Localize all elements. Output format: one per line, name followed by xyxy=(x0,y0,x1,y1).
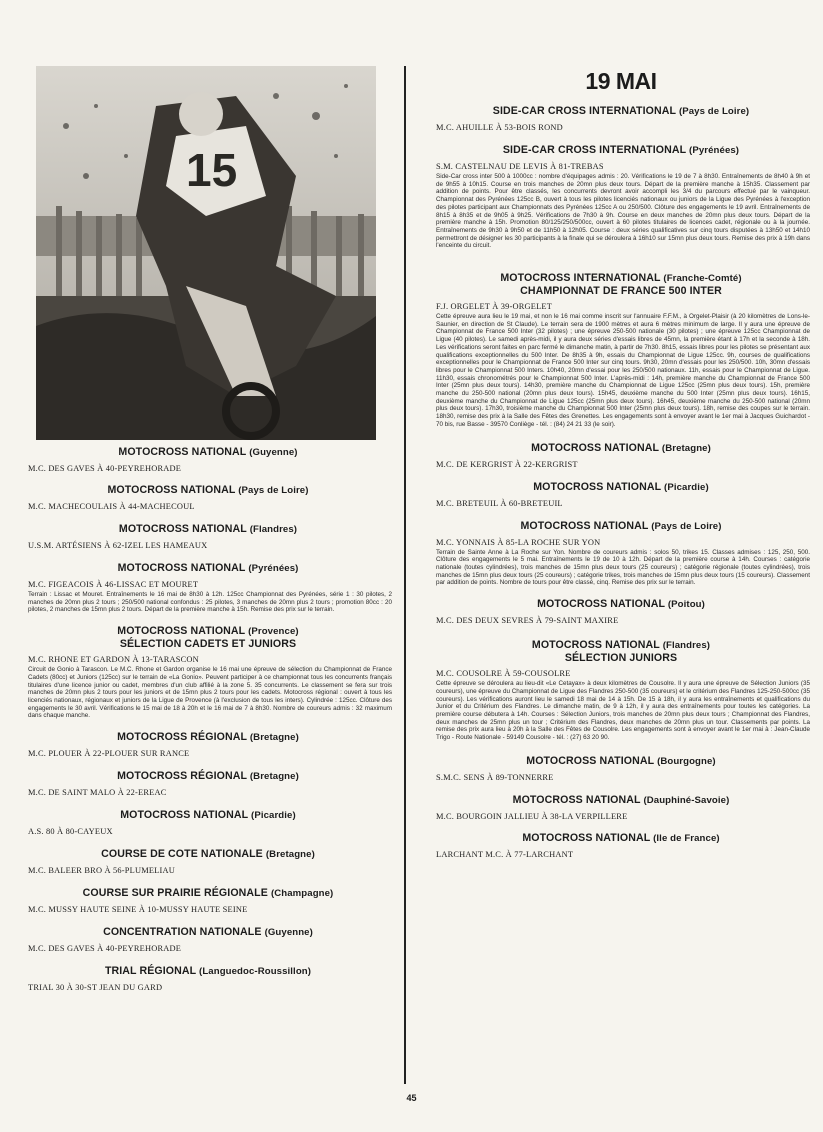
event-region: (Ile de France) xyxy=(653,832,720,844)
event-club: M.C. PLOUER À 22-PLOUER SUR RANCE xyxy=(28,749,190,759)
event-region: (Pays de Loire) xyxy=(651,520,722,532)
event-club: M.C. RHONE ET GARDON À 13-TARASCON xyxy=(28,655,199,665)
left-column xyxy=(24,66,392,993)
event-entry xyxy=(24,446,392,474)
event-title: MOTOCROSS NATIONAL xyxy=(537,598,665,611)
event-region: (Provence) xyxy=(248,626,299,638)
event-entry xyxy=(432,755,810,783)
event-title: TRIAL RÉGIONAL xyxy=(104,965,196,978)
event-region: (Pays de Loire) xyxy=(238,485,309,496)
event-club: M.C. BRETEUIL À 60-BRETEUIL xyxy=(436,498,563,508)
event-title: MOTOCROSS NATIONAL xyxy=(526,754,655,767)
event-title: MOTOCROSS NATIONAL xyxy=(117,562,246,574)
event-club: LARCHANT M.C. À 77-LARCHANT xyxy=(436,849,574,859)
event-region: (Dauphiné-Savoie) xyxy=(643,794,730,806)
event-club: M.C. COUSOLRE À 59-COUSOLRE xyxy=(436,669,571,679)
event-title: MOTOCROSS NATIONAL xyxy=(512,793,641,806)
event-region: (Bourgogne) xyxy=(657,755,716,767)
event-details: Cette épreuve aura lieu le 19 mai, et non le 16 mai comme inscrit sur l'annuaire F.F.M., à Orgelet-Plaisir (à 20 kilomètres de Lons-le-Saunier, en direction de St Claude). Le terrain sera de 1900 mètres et aura 6 mètres minimum de large. Il y aura une épreuve de Championnat de France 500 Inter (32 pilotes) ; une épreuve 250-500 nationale (30 pilotes) ; une épreuve 125cc Championnat de Ligue (40 pilotes). Le samedi après-midi, il y aura deux séries d'essais libres de 45mn, la première étant à 17h et la seconde à 18h. Les vérifications seront faites en parc fermé le dimanche matin, à partir de 7h30. 8h15, essais libres pour les pilotes se présentant aux qualifications exceptionnelles du 500 Inter. De 8h35 à 9h, essais du Championnat de Ligue 125cc. 9h, courses de qualifications exceptionnelles pour le Championnat de France 500 Inter sur cinq tours. 9h30, 20mn d'essais pour les 250/500. 10h, 30mn d'essais libres pour le Championnat 500 Inters. 10h40, 20mn d'essai pour les 250/500 nationaux. 11h, essais pour le Championnat de Ligue. 11h30, essais chronométrés pour le Championnat 500 Inter. L'après-midi : 14h, première manche du Championnat de France 500 Inter (25mn plus deux tours). 14h30, première manche du Championnat de Ligue 125cc (25mn plus deux tours). 15h, première manche du 250-500 national (20mn plus deux tours). 15h45, deuxième manche du 500 Inter (25mn plus deux tours). 16h15, deuxième manche du Championnat de Ligue 125cc (25mn plus deux tours). 16h45, deuxième manche du 250-500 national (20mn plus deux tours). 17h30, troisième manche du Championnat 500 Inter (25mn plus deux tours). 18h, remise des coupes sur le terrain. 18h30, remise des prix à la Salle des Fêtes des Grenettes. Les engagements sont à envoyer avant le 1er mai à Jacques Guichardot - 70 bis, rue Basse - 39570 Conliège - tél. : (84) 24 21 33 (le soir). xyxy=(436,313,810,428)
event-title: MOTOCROSS NATIONAL xyxy=(520,519,649,532)
event-heading xyxy=(432,272,810,285)
event-title: MOTOCROSS RÉGIONAL xyxy=(117,770,247,783)
event-club: M.C. BOURGOIN JALLIEU À 38-LA VERPILLERE xyxy=(436,811,628,821)
event-heading xyxy=(24,887,392,900)
event-subtitle: CHAMPIONNAT DE FRANCE 500 INTER xyxy=(520,285,722,298)
event-club: TRIAL 30 À 30-ST JEAN DU GARD xyxy=(28,983,163,993)
event-entry xyxy=(24,731,392,759)
event-title: MOTOCROSS NATIONAL xyxy=(118,523,247,535)
event-region: (Bretagne) xyxy=(249,732,299,744)
event-entry xyxy=(24,625,392,720)
event-heading xyxy=(432,481,810,494)
event-heading xyxy=(432,442,810,455)
event-region: (Picardie) xyxy=(664,481,709,493)
event-region: (Bretagne) xyxy=(661,442,711,454)
event-details: Terrain de Sainte Anne à La Roche sur Yon. Nombre de coureurs admis : solos 50, trikes 15. Classes admises : 125, 250, 500. Clôture des engagements le 5 mai. Entraînements le 19 de 10 à 12h. Départ de la première course à 14h. Courses : catégorie nationale (toutes cylindrées), trois manches de 15mn plus deux tours (25 coureurs) ; catégorie régionale (toutes cylindrées), trois manches de 15mn plus deux tours (25 coureurs) ; catégorie trikes, trois manches de 15mn plus deux tours (15 coureurs). Classement par addition de points. Nombre de tours pour être classé, cinq. Remise des prix sur le terrain. xyxy=(436,548,810,587)
event-title: MOTOCROSS NATIONAL xyxy=(118,446,247,458)
event-region: (Franche-Comté) xyxy=(663,273,742,285)
event-heading xyxy=(432,755,810,768)
event-heading xyxy=(432,105,810,118)
event-region: (Languedoc-Roussillon) xyxy=(199,966,312,978)
event-heading xyxy=(24,484,392,497)
event-heading xyxy=(24,926,392,939)
event-entry xyxy=(432,481,810,509)
event-entry xyxy=(432,639,810,742)
event-entry xyxy=(432,105,810,133)
event-title: MOTOCROSS NATIONAL xyxy=(107,484,236,496)
event-club: M.C. BALEER BRO À 56-PLUMELIAU xyxy=(28,866,175,876)
event-heading xyxy=(432,794,810,807)
right-event-list xyxy=(432,105,810,860)
event-club: M.C. DE KERGRIST À 22-KERGRIST xyxy=(436,459,578,469)
event-region: (Guyenne) xyxy=(249,447,298,458)
event-region: (Bretagne) xyxy=(249,771,299,783)
event-title: MOTOCROSS NATIONAL xyxy=(531,441,659,454)
event-heading xyxy=(24,809,392,822)
event-title: MOTOCROSS NATIONAL xyxy=(120,809,248,822)
event-club: M.C. DE SAINT MALO À 22-EREAC xyxy=(28,788,167,798)
event-club: M.C. MACHECOULAIS À 44-MACHECOUL xyxy=(28,502,195,511)
right-column xyxy=(432,66,810,860)
svg-text:15: 15 xyxy=(186,144,238,196)
event-club: S.M. CASTELNAU DE LEVIS À 81-TREBAS xyxy=(436,162,604,171)
event-club: M.C. DES GAVES À 40-PEYREHORADE xyxy=(28,464,182,473)
event-subtitle: SÉLECTION JUNIORS xyxy=(564,652,678,665)
column-divider xyxy=(404,66,406,1084)
event-entry xyxy=(432,794,810,822)
event-title: MOTOCROSS NATIONAL xyxy=(533,480,661,493)
event-title: COURSE SUR PRAIRIE RÉGIONALE xyxy=(82,887,268,900)
event-region: (Poitou) xyxy=(667,599,705,611)
event-title: MOTOCROSS NATIONAL xyxy=(117,625,246,638)
event-title: MOTOCROSS NATIONAL xyxy=(531,639,660,652)
event-region: (Picardie) xyxy=(251,810,296,822)
page-number: 45 xyxy=(406,1093,417,1103)
event-region: (Pyrénées) xyxy=(248,563,299,574)
event-details: Side-Car cross inter 500 à 1000cc : nombre d'équipages admis : 20. Vérifications le 19 de 7 à 8h30. Entraînements de 8h40 à 9h et de 9h55 à 10h15. Course en trois manches de 20mn plus deux tours. Départ de la première manche à 15h35. Classement par addition de points. Pour être classés, les concurrents devront avoir accompli les 3/4 du parcours effectué par le vainqueur. Championnat des Pyrénées 125cc B, ouvert à tous les pilotes licenciés nationaux ou juniors de la Ligue des Pyrénées à l'exception des pilotes participant aux Championnats des Pyrénées 125cc A ou 250/500. Clôture des engagements le 19 avril. Entraînements de 8h15 à 8h35 et de 9h05 à 9h25. Vérifications de 7h30 à 9h. Course en deux manches de 20mn plus deux tours. Départ de la première manche à 15h. Promotion 80/125/250/500cc, ouvert à 60 pilotes titulaires de licences cadet, régionale ou à la journée. Entraînements de 9h30 à 9h50 et de 11h50 à 12h05. Course : deux séries qualificatives sur cinq tours disputées à 13h50 et 14h10 permettront de désigner les 30 participants à la finale qui se déroulera à 16h10 sur 15mn plus deux tours. Remise des prix à 19h dans l'enceinte du circuit. xyxy=(436,173,810,250)
rider-image xyxy=(36,66,376,440)
event-region: (Pays de Loire) xyxy=(678,106,750,117)
event-title: MOTOCROSS INTERNATIONAL xyxy=(500,272,661,285)
event-heading xyxy=(432,520,810,533)
event-entry xyxy=(24,848,392,876)
event-club: M.C. DES GAVES À 40-PEYREHORADE xyxy=(28,944,182,954)
motocross-photo xyxy=(36,66,376,440)
event-title: SIDE-CAR CROSS INTERNATIONAL xyxy=(492,105,676,117)
date-heading: 19 MAI xyxy=(585,68,657,94)
event-heading xyxy=(432,832,810,845)
event-club: F.J. ORGELET À 39-ORGELET xyxy=(436,302,553,312)
event-heading xyxy=(432,639,810,652)
event-entry xyxy=(432,598,810,626)
event-title: COURSE DE COTE NATIONALE xyxy=(101,848,263,861)
event-region: (Flandres) xyxy=(249,524,298,535)
event-subtitle: SÉLECTION CADETS ET JUNIORS xyxy=(119,638,297,651)
event-entry xyxy=(432,520,810,588)
event-heading xyxy=(24,446,392,459)
event-entry xyxy=(24,484,392,512)
event-heading xyxy=(432,144,810,157)
event-details: Cette épreuve se déroulera au lieu-dit «Le Cetayax» à deux kilomètres de Cousolre. Il y aura une épreuve de Sélection Juniors (35 coureurs), une épreuve du Championnat de Ligue des Flandres 250-500 (35 coureurs) et le critérium des Flandres 125-250-500cc (35 coureurs). Les vérifications auront lieu le samedi 18 mai de 14 à 15h. De 15 à 18h, il y aura les entraînements et qualifications du Junior et du Critérium des Flandres. Le dimanche matin, de 9 à 12h, il y aura des entraînements pour toutes les catégories. La première course débutera à 14h. Courses : Sélection Juniors, trois manches de 20mn plus deux tours ; Championnat des Flandres, deux manches de 25mn plus un tour ; Critérium des Flandres, deux manches de 20mn plus un tour. Classements par points. La remise des prix aura lieu à 20h à la Salle des Fêtes de Cousolre. Les engagements sont à envoyer avant le 1er mai à : Jean-Claude Trigo - Route Nationale - 59149 Cousolre - tél. : (27) 63 20 90. xyxy=(436,680,810,742)
event-club: U.S.M. ARTÉSIENS À 62-IZEL LES HAMEAUX xyxy=(28,541,208,550)
event-title: SIDE-CAR CROSS INTERNATIONAL xyxy=(502,144,686,156)
left-event-list xyxy=(24,446,392,993)
event-club: A.S. 80 À 80-CAYEUX xyxy=(28,827,113,837)
event-entry xyxy=(432,832,810,860)
event-entry xyxy=(24,965,392,993)
event-title: CONCENTRATION NATIONALE xyxy=(103,926,262,939)
event-entry xyxy=(24,562,392,614)
event-entry xyxy=(24,887,392,915)
event-heading xyxy=(24,625,392,638)
event-region: (Flandres) xyxy=(662,640,711,652)
event-heading xyxy=(24,562,392,575)
event-entry xyxy=(24,523,392,551)
event-region: (Champagne) xyxy=(270,888,334,900)
event-entry xyxy=(432,442,810,470)
event-club: M.C. DES DEUX SEVRES À 79-SAINT MAXIRE xyxy=(436,616,619,626)
event-entry xyxy=(24,926,392,954)
event-club: M.C. YONNAIS À 85-LA ROCHE SUR YON xyxy=(436,537,601,547)
event-club: M.C. AHUILLE À 53-BOIS ROND xyxy=(436,123,563,132)
event-title: MOTOCROSS NATIONAL xyxy=(522,831,651,844)
event-heading xyxy=(24,965,392,978)
event-entry xyxy=(432,272,810,429)
event-title: MOTOCROSS RÉGIONAL xyxy=(117,731,247,744)
event-heading xyxy=(24,731,392,744)
event-entry xyxy=(432,144,810,250)
event-heading xyxy=(432,598,810,611)
event-heading xyxy=(24,848,392,861)
event-club: M.C. FIGEACOIS À 46-LISSAC ET MOURET xyxy=(28,580,199,589)
event-entry xyxy=(24,809,392,837)
event-heading xyxy=(24,770,392,783)
event-region: (Bretagne) xyxy=(265,849,315,861)
event-entry xyxy=(24,770,392,798)
event-details: Circuit de Gonio à Tarascon. Le M.C. Rhone et Gardon organise le 16 mai une épreuve de sélection du Championnat de France Cadets (80cc) et Juniors (125cc) sur le terrain de «La Gonio». Peuvent participer à ce championnat tous les concurrents français titulaires d'une licence junior ou cadet, membres d'un club affilié à la zone 5. 35 concurrents. Le classement se fera sur trois manches de 20mn plus 2 tours pour les juniors et de 15mn plus 2 tours pour les cadets. Motocross régional : ouvert à tous les licenciés nationaux, régionaux et juniors de la Ligue de Provence (à l'exclusion de tous les inters). Cylindrée : 125cc. Clôture des engagements le 30 avril. Vérifications le 15 mai de 18 à 20h et le 16 mai de 7 à 8h30. Nombre de coureurs admis : 32 maximum dans chaque manche. xyxy=(28,666,392,720)
event-heading xyxy=(24,523,392,536)
event-region: (Pyrénées) xyxy=(689,145,740,156)
event-club: S.M.C. SENS À 89-TONNERRE xyxy=(436,772,554,782)
event-club: M.C. MUSSY HAUTE SEINE À 10-MUSSY HAUTE SEINE xyxy=(28,905,248,915)
event-region: (Guyenne) xyxy=(264,927,313,939)
event-details: Terrain : Lissac et Mouret. Entraînements le 16 mai de 8h30 à 12h. 125cc Championnat des Pyrénées, série 1 : 30 pilotes, 2 manches de 20mn plus 2 tours ; 250/500 national confondus : 25 pilotes, 3 manches de 20mn plus 2 tours ; promotion 80cc : 20 pilotes, 2 manches de 15mn plus 2 tours. Départ de la première manche à 15h. Remise des prix sur le terrain. xyxy=(28,591,392,614)
